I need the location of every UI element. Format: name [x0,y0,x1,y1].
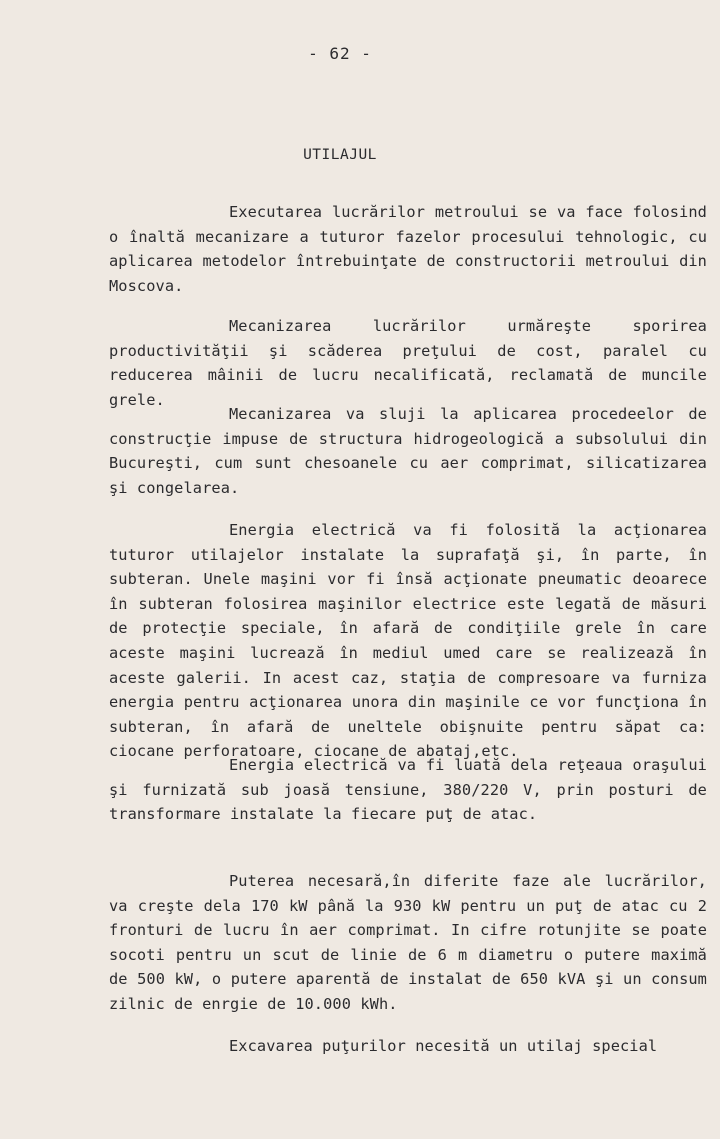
paragraph-2: Mecanizarea lucrărilor urmăreşte sporirea productivităţii şi scăderea preţului de cost, paralel cu reducerea mâinii de lucru necalificată, reclamată de muncile grele. [109,317,707,409]
page-number: - 62 - [308,44,372,63]
section-heading: UTILAJUL [303,147,377,163]
paragraph-1: Executarea lucrărilor metroului se va face folosind o înaltă mecanizare a tuturor fazelor procesului tehnologic, cu aplicarea metodelor întrebuinţate de constructorii metroului din Moscova. [109,203,707,295]
paragraph-5: Energia electrică va fi luată dela reţeaua oraşului şi furnizată sub joasă tensiune, 380/220 V, prin posturi de transformare instalate la fiecare puţ de atac. [109,756,707,824]
paragraph-7: Excavarea puţurilor necesită un utilaj special [229,1037,658,1055]
paragraph-4: Energia electrică va fi folosită la acţionarea tuturor utilajelor instalate la suprafaţă şi, în parte, în subteran. Unele maşini vor fi însă acţionate pneumatic deoarece în subteran folosirea maşinilor electrice este legată de măsuri de protecţie speciale, în afară de condiţiile grele în care aceste maşini lucrează în mediul umed care se realizează în aceste galerii. In acest caz, staţia de compresoare va furniza energia pentru acţionarea unora din maşinile ce vor funcţiona în subteran, în afară de uneltele obişnuite pentru săpat ca: ciocane perforatoare, ciocane de abataj,etc. [109,521,707,761]
paragraph-6: Puterea necesară,în diferite faze ale lucrărilor, va creşte dela 170 kW până la 930 kW pentru un puţ de atac cu 2 fronturi de lucru în aer comprimat. In cifre rotunjite se poate socoti pentru un scut de linie de 6 m diametru o putere maximă de 500 kW, o putere aparentă de instalat de 650 kVA şi un consum zilnic de enrgie de 10.000 kWh. [109,872,707,1013]
paragraph-3: Mecanizarea va sluji la aplicarea procedeelor de construcţie impuse de structura hidrogeologică a subsolului din Bucureşti, cum sunt chesoanele cu aer comprimat, silicatizarea şi congelarea. [109,405,707,497]
